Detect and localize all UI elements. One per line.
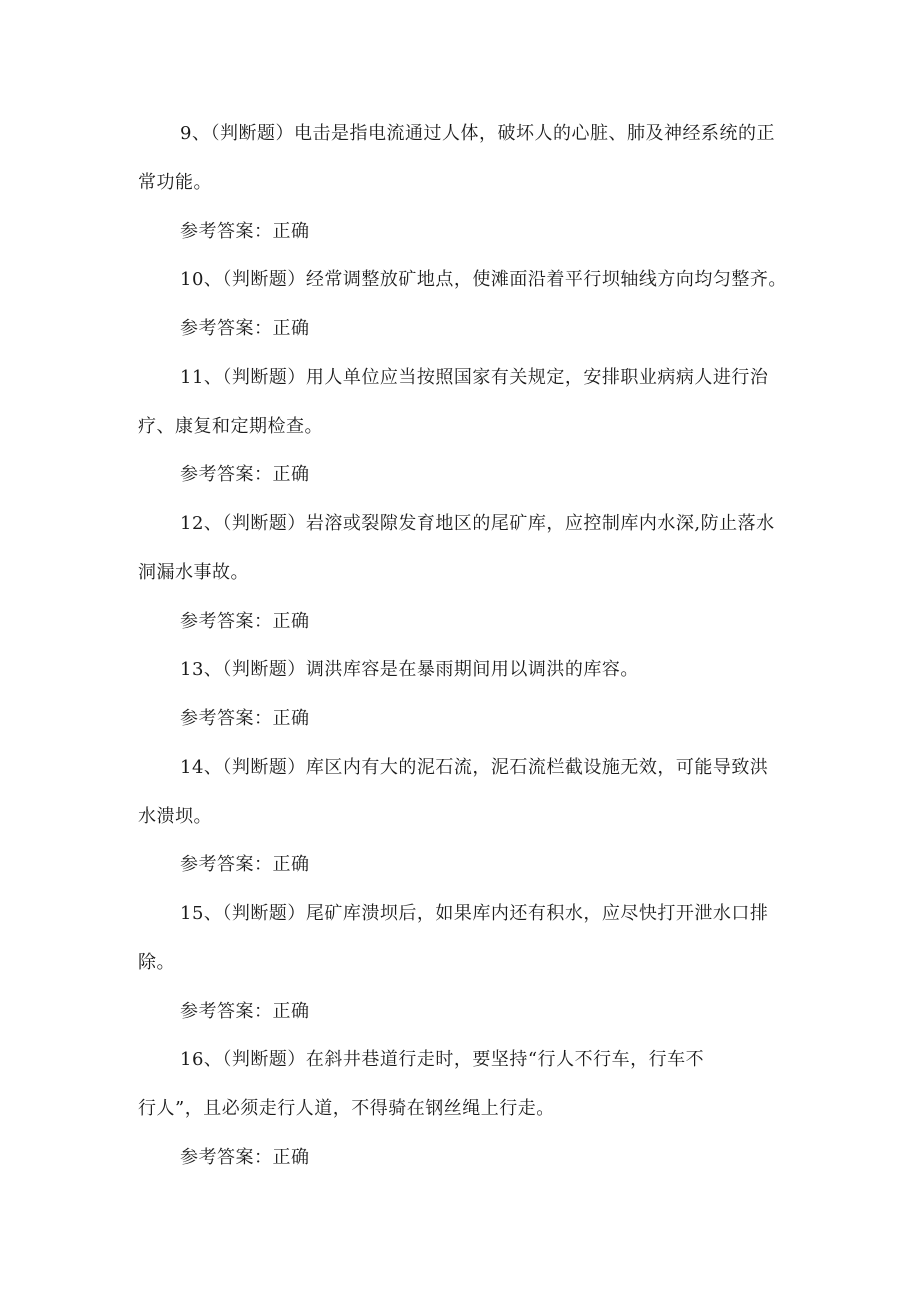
- question-11-line-2: 疗、康复和定期检查。: [138, 416, 323, 437]
- question-13-line-1: 13、（判断题）调洪库容是在暴雨期间用以调洪的库容。: [180, 659, 639, 680]
- question-11-answer: 参考答案：正确: [180, 464, 310, 485]
- question-10-line-1: 10、（判断题）经常调整放矿地点，使滩面沿着平行坝轴线方向均匀整齐。: [180, 269, 787, 290]
- question-16-line-1: 16、（判断题）在斜井巷道行走时，要坚持“行人不行车，行车不: [180, 1049, 705, 1070]
- question-14-line-2: 水溃坝。: [138, 806, 212, 827]
- question-15-line-2: 除。: [138, 952, 175, 973]
- question-16-answer: 参考答案：正确: [180, 1147, 310, 1168]
- question-15-line-1: 15、（判断题）尾矿库溃坝后，如果库内还有积水，应尽快打开泄水口排: [180, 903, 769, 924]
- question-10-answer: 参考答案：正确: [180, 318, 310, 339]
- question-15-answer: 参考答案：正确: [180, 1001, 310, 1022]
- question-13-answer: 参考答案：正确: [180, 708, 310, 729]
- question-11-line-1: 11、（判断题）用人单位应当按照国家有关规定，安排职业病病人进行治: [180, 367, 769, 388]
- question-14-answer: 参考答案：正确: [180, 854, 310, 875]
- question-12-line-2: 洞漏水事故。: [138, 562, 249, 583]
- question-16-line-2: 行人”，且必须走行人道，不得骑在钢丝绳上行走。: [138, 1098, 555, 1119]
- question-9-answer: 参考答案：正确: [180, 221, 310, 242]
- question-12-answer: 参考答案：正确: [180, 611, 310, 632]
- question-12-line-1: 12、（判断题）岩溶或裂隙发育地区的尾矿库，应控制库内水深,防止落水: [180, 513, 775, 534]
- question-14-line-1: 14、（判断题）库区内有大的泥石流，泥石流栏截设施无效，可能导致洪: [180, 757, 769, 778]
- question-9-line-1: 9、（判断题）电击是指电流通过人体，破坏人的心脏、肺及神经系统的正: [180, 123, 775, 144]
- question-9-line-2: 常功能。: [138, 172, 212, 193]
